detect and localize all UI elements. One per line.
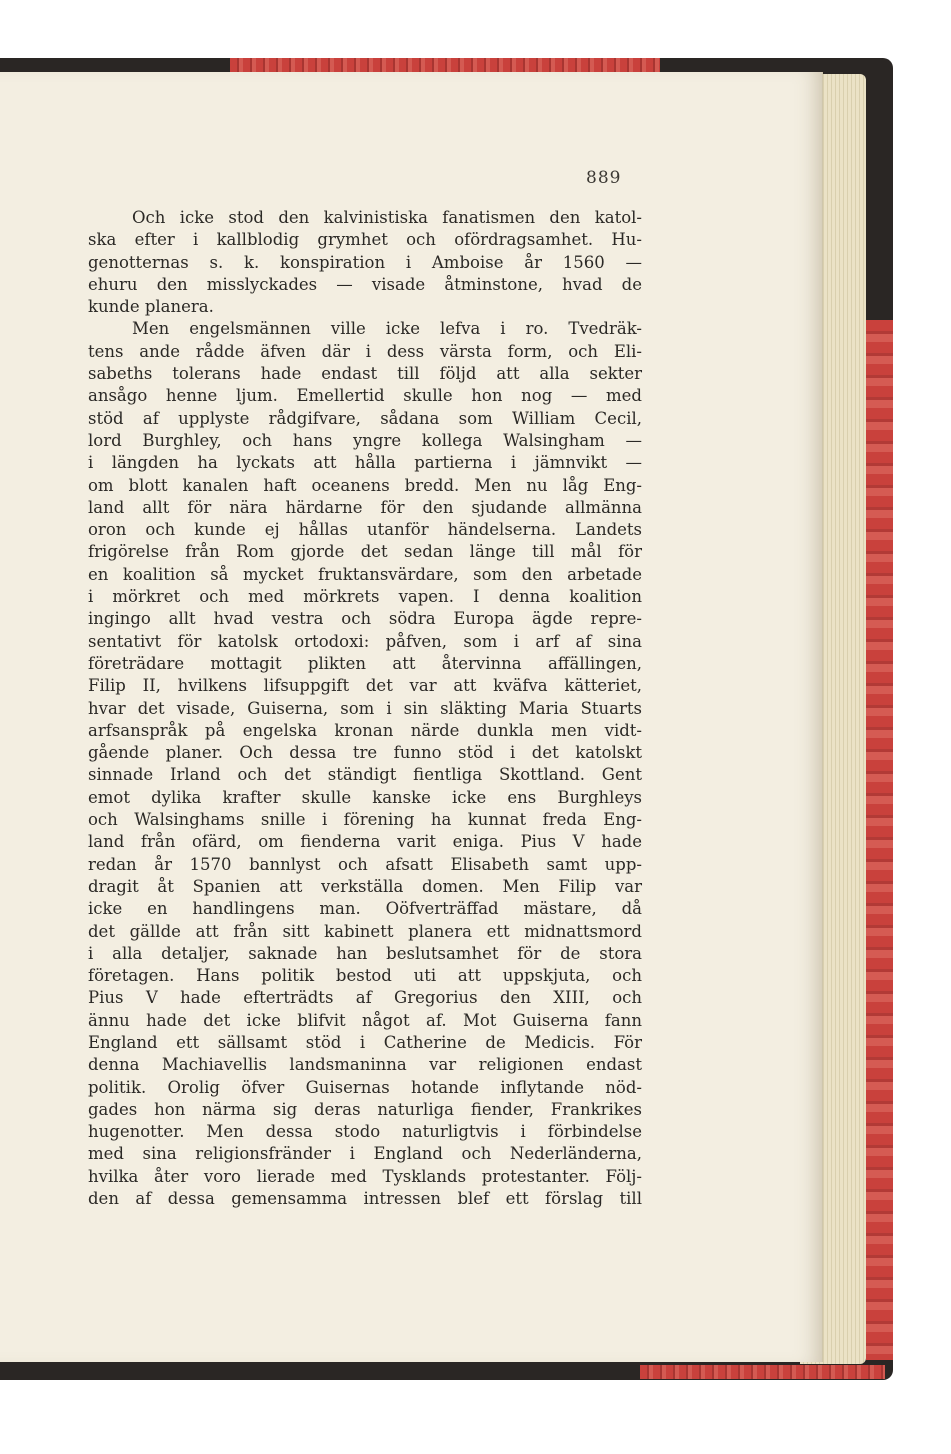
text-line: ännu hade det icke blifvit något af. Mot Guiserna fann [88,1010,642,1030]
text-line: arfsanspråk på engelska kronan närde dunkla men vidt- [88,720,642,740]
text-line: frigörelse från Rom gjorde det sedan länge till mål för [88,542,642,562]
body-text [88,207,642,1210]
text-line: sentativt för katolsk ortodoxi: påfven, som i arf af sina [88,631,642,651]
text-line: med sina religionsfränder i England och Nederländerna, [88,1144,642,1164]
text-line: denna Machiavellis landsmaninna var religionen endast [88,1055,642,1075]
text-line: Pius V hade efterträdts af Gregorius den XIII, och [88,988,642,1008]
text-line: ingingo allt hvad vestra och södra Europa ägde repre- [88,609,642,629]
text-line: det gällde att från sitt kabinett planera ett midnattsmord [88,921,642,941]
text-line: hvilka åter voro lierade med Tysklands protestanter. Följ- [88,1166,642,1186]
text-line: den af dessa gemensamma intressen blef ett förslag till [88,1189,642,1209]
text-line: Men engelsmännen ville icke lefva i ro. Tvedräk- [132,319,642,339]
text-line: emot dylika krafter skulle kanske icke ens Burghleys [88,787,642,807]
text-line: land allt för nära härdarne för den sjudande allmänna [88,497,642,517]
text-line: Filip II, hvilkens lifsuppgift det var att kväfva kätteriet, [88,676,642,696]
text-line: stöd af upplyste rådgifvare, sådana som William Cecil, [88,408,642,428]
text-line: hugenotter. Men dessa stodo naturligtvis i förbindelse [88,1122,642,1142]
text-line: hvar det visade, Guiserna, som i sin släkting Maria Stuarts [88,698,642,718]
text-line: genotternas s. k. konspiration i Amboise år 1560 — [88,252,642,272]
text-line: kunde planera. [88,297,214,317]
text-line: oron och kunde ej hållas utanför händelserna. Landets [88,520,642,540]
text-line: en koalition så mycket fruktansvärdare, som den arbetade [88,564,642,584]
page-edge-right [866,320,893,1360]
text-line: land från ofärd, om fienderna varit eniga. Pius V hade [88,832,642,852]
page-edge-bottom [640,1365,885,1379]
text-line: England ett sällsamt stöd i Catherine de Medicis. För [88,1032,642,1052]
text-line: lord Burghley, och hans yngre kollega Walsingham — [88,430,642,450]
text-line: tens ande rådde äfven där i dess värsta form, och Eli- [88,341,642,361]
text-line: redan år 1570 bannlyst och afsatt Elisabeth samt upp- [88,854,642,874]
page-edge-top [230,58,660,72]
text-line: och Walsinghams snille i förening ha kunnat freda Eng- [88,810,642,830]
text-line: icke en handlingens man. Oöfverträffad mästare, då [88,899,642,919]
text-line: politik. Orolig öfver Guisernas hotande inflytande nöd- [88,1077,642,1097]
text-line: ansågo henne ljum. Emellertid skulle hon nog — med [88,386,642,406]
page-number: 889 [586,168,622,188]
text-line: dragit åt Spanien att verkställa domen. Men Filip var [88,876,642,896]
text-line: gående planer. Och dessa tre funno stöd i det katolskt [88,743,642,763]
text-line: i längden ha lyckats att hålla partierna i jämnvikt — [88,453,642,473]
text-line: sabeths tolerans hade endast till följd att alla sekter [88,364,642,384]
text-line: i mörkret och med mörkrets vapen. I denna koalition [88,587,642,607]
text-line: om blott kanalen haft oceanens bredd. Men nu låg Eng- [88,475,642,495]
text-line: ehuru den misslyckades — visade åtminstone, hvad de [88,274,642,294]
text-line: företagen. Hans politik bestod uti att uppskjuta, och [88,966,642,986]
text-line: sinnade Irland och det ständigt fientliga Skottland. Gent [88,765,642,785]
text-line: Och icke stod den kalvinistiska fanatismen den katol- [132,208,642,227]
text-line: företrädare mottagit plikten att återvinna affällingen, [88,653,642,673]
text-line: i alla detaljer, saknade han beslutsamhet för de stora [88,943,642,963]
text-line: gades hon närma sig deras naturliga fiender, Frankrikes [88,1099,642,1119]
text-line: ska efter i kallblodig grymhet och ofördragsamhet. Hu- [88,230,642,250]
